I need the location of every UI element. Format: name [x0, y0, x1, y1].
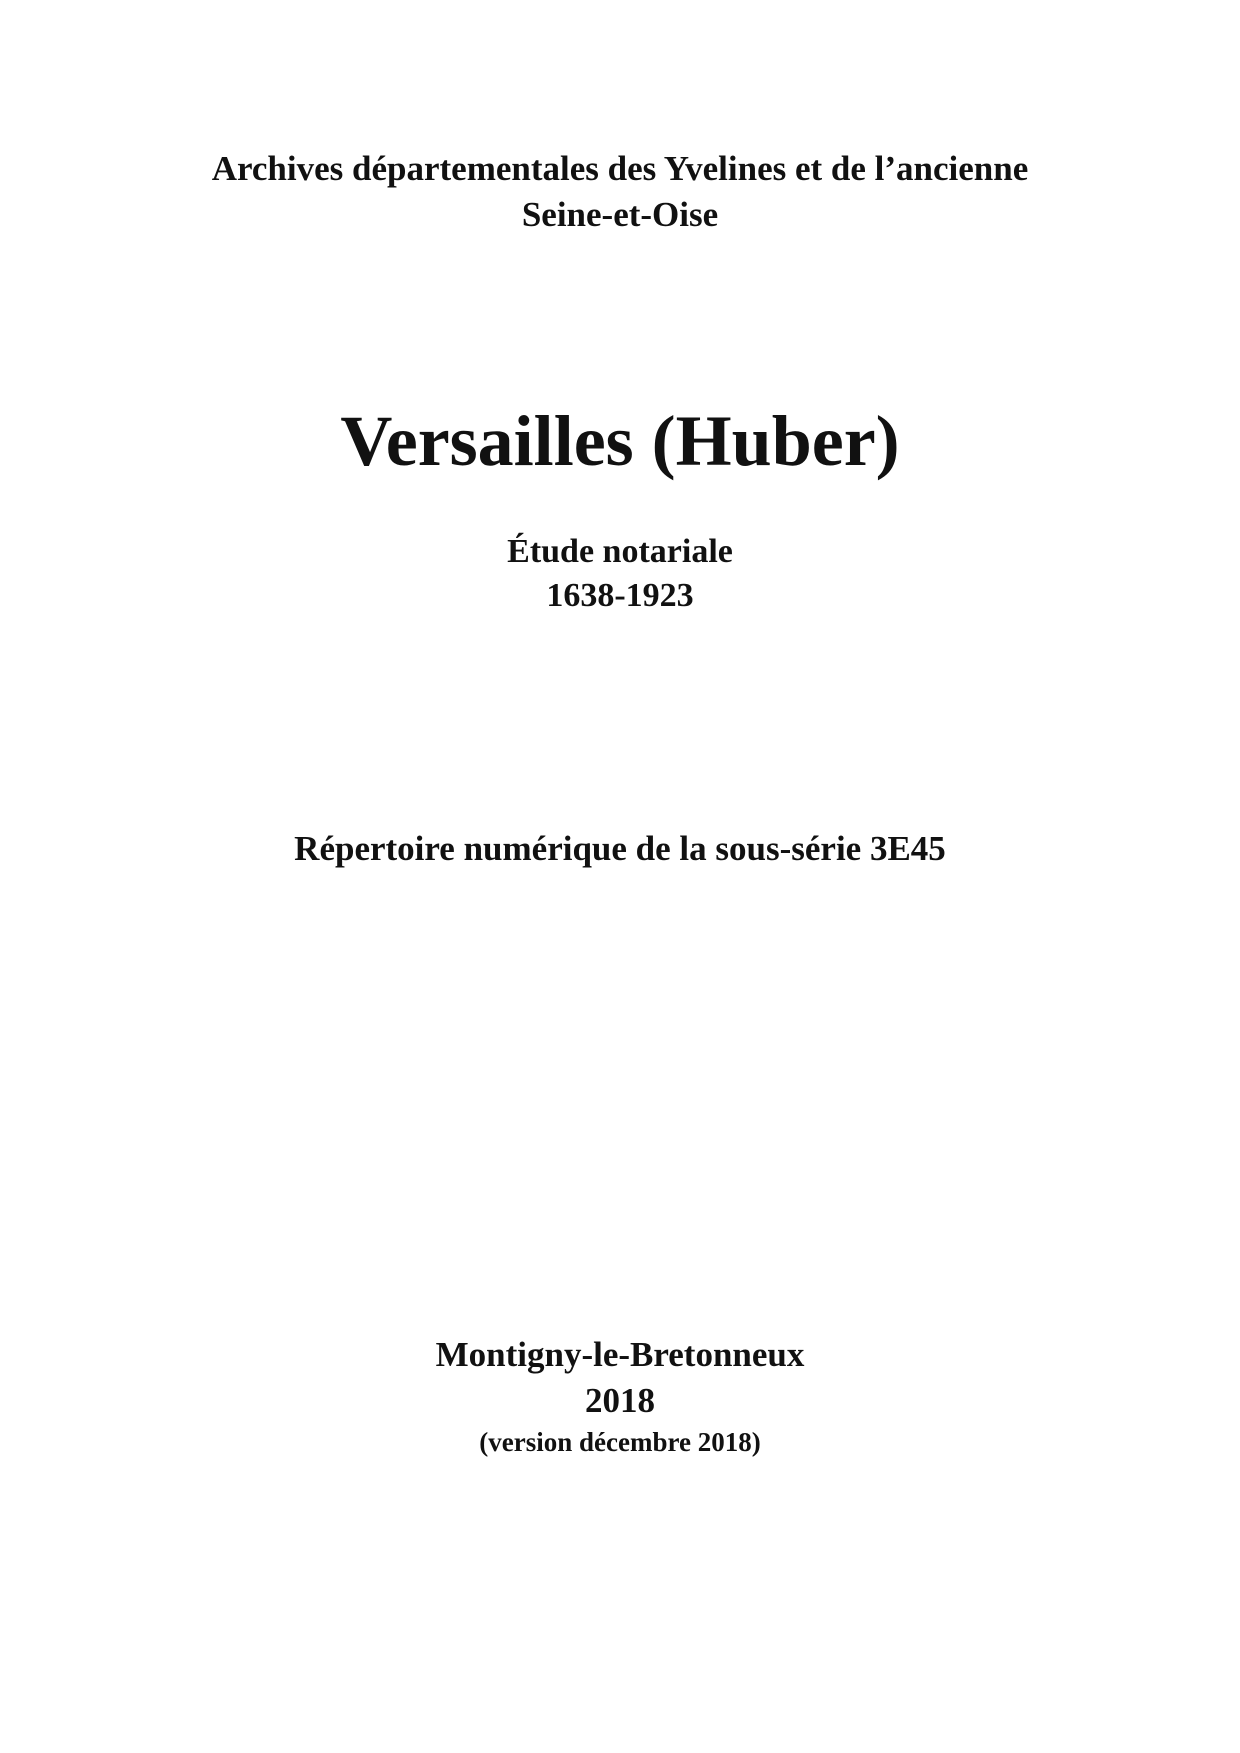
institution-line-2: Seine-et-Oise [521, 195, 719, 234]
date-range: 1638-1923 [546, 577, 694, 614]
institution-header [0, 146, 1240, 238]
page-title: Versailles (Huber) [340, 401, 900, 481]
imprint-place: Montigny-le-Bretonneux [435, 1335, 805, 1374]
imprint-year: 2018 [585, 1381, 655, 1420]
imprint-version: (version décembre 2018) [479, 1427, 761, 1457]
institution-line-1: Archives départementales des Yvelines et de l’ancienne [211, 149, 1029, 188]
subtitle [0, 530, 1240, 618]
imprint [0, 1332, 1240, 1460]
repertoire-line: Répertoire numérique de la sous-série 3E45 [294, 829, 946, 868]
document-type: Étude notariale [507, 533, 733, 570]
